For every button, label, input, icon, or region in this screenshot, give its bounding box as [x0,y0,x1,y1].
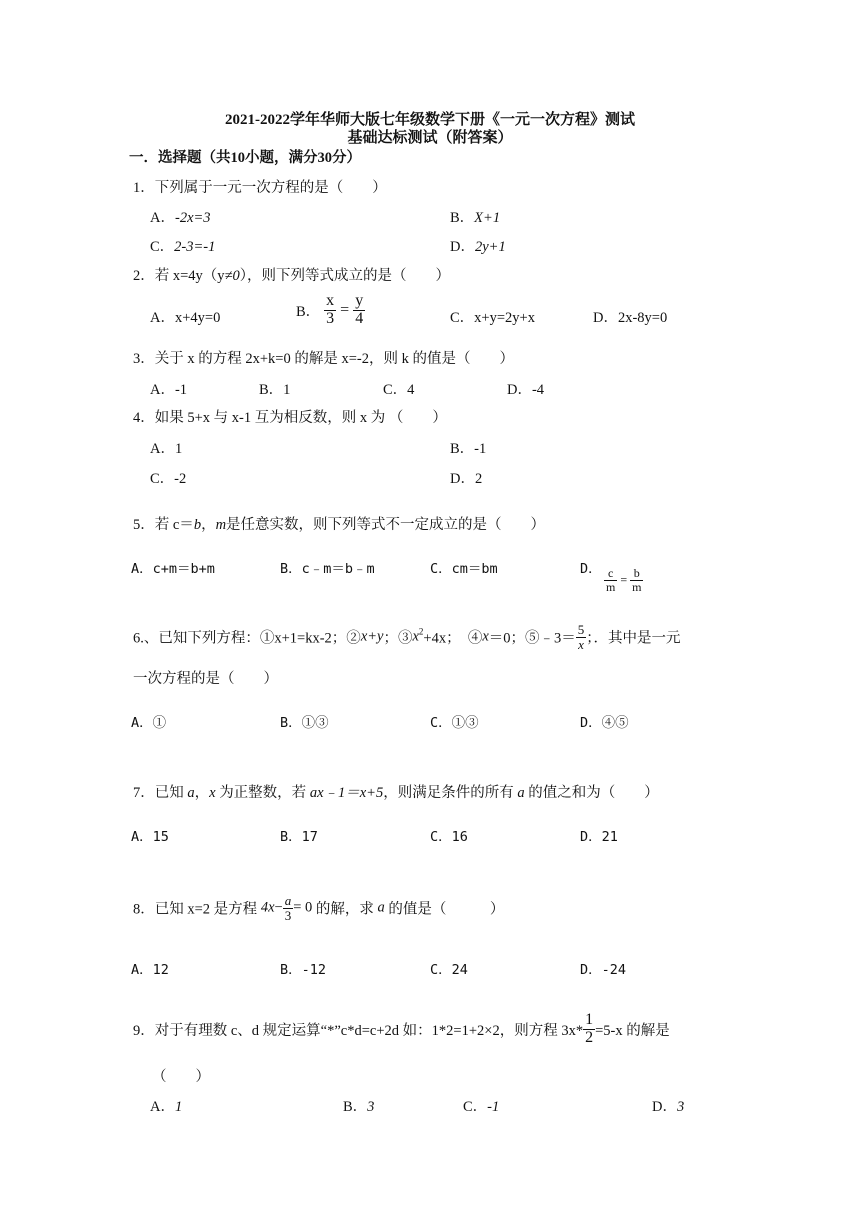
q2-stem: 2．若 x=4y（y≠0），则下列等式成立的是（ ） [133,268,451,284]
q9-stem: 9．对于有理数 c、d 规定运算“*”c*d=c+2d 如：1*2=1+2×2，则方程 3x* $\frac{1}{2}$ =5-x 的解是 [133,1011,670,1046]
q1-option-a[interactable]: A．-2x=3 [150,210,211,226]
q4-stem: 4．如果 5+x 与 x-1 互为相反数，则 x 为 （ ） [133,410,447,426]
q6-option-b[interactable]: B．①③ [280,715,329,731]
q6-stem: 6.、已知下列方程：①x+1=kx-2；②x+y；$③x^2+4x$； ④x＝0；⑤﹣3＝ $\frac{5}{x}$ ；．其中是一元 [133,622,681,652]
q3-stem: 3．关于 x 的方程 2x+k=0 的解是 x=-2，则 k 的值是（ ） [133,351,514,367]
q1-option-d[interactable]: D．2y+1 [450,239,506,255]
q3-option-b[interactable]: B．1 [259,382,291,398]
q6-option-a[interactable]: A．① [131,715,167,731]
q3-option-d[interactable]: D．-4 [507,382,545,398]
q1-option-b[interactable]: B．X+1 [450,210,501,226]
q8-option-c[interactable]: C．24 [430,962,468,978]
q7-option-d[interactable]: D．21 [580,829,618,845]
q5-option-d-label[interactable]: D． [580,561,602,577]
q9-stem-line2: （ ） [152,1069,210,1085]
q2-option-c[interactable]: C．x+y=2y+x [450,310,535,326]
q5-option-c[interactable]: C．cm＝bm [430,561,498,577]
q4-option-c[interactable]: C．-2 [150,471,187,487]
q5-option-d-fraction[interactable]: $\frac{c}{m}$ = $\frac{b}{m}$ [606,566,642,594]
q3-option-c[interactable]: C．4 [383,382,415,398]
q7-option-a[interactable]: A．15 [131,829,169,845]
q7-option-c[interactable]: C．16 [430,829,468,845]
q2-option-a[interactable]: A．x+4y=0 [150,310,221,326]
section-heading: 一．选择题（共10小题，满分30分） [129,150,361,166]
q5-option-b[interactable]: B．c﹣m＝b﹣m [280,561,375,577]
q1-option-c[interactable]: C．2-3=-1 [150,239,216,255]
q4-option-d[interactable]: D．2 [450,471,483,487]
q5-option-a[interactable]: A．c+m＝b+m [131,561,215,577]
q8-option-a[interactable]: A．12 [131,962,169,978]
q5-stem: 5．若 c＝b，m是任意实数，则下列等式不一定成立的是（ ） [133,517,546,533]
q6-stem-line2: 一次方程的是（ ） [133,671,278,687]
q3-option-a[interactable]: A．-1 [150,382,188,398]
page-title: 2021-2022学年华师大版七年级数学下册《一元一次方程》测试 [225,112,635,128]
q7-stem: 7．已知 a，x 为正整数，若 ax﹣1＝x+5，则满足条件的所有 a 的值之和为（ ） [133,785,659,801]
q8-option-d[interactable]: D．-24 [580,962,627,978]
q9-option-c[interactable]: C．-1 [463,1099,500,1115]
q9-option-a[interactable]: A．1 [150,1099,183,1115]
q2-option-b[interactable]: B． $\frac{x}{3}$ = $\frac{y}{4}$ [296,292,364,327]
q4-option-a[interactable]: A．1 [150,441,183,457]
q2-option-d[interactable]: D．2x-8y=0 [593,310,668,326]
q8-option-b[interactable]: B．-12 [280,962,327,978]
q1-stem: 1．下列属于一元一次方程的是（ ） [133,180,387,196]
q6-option-d[interactable]: D．④⑤ [580,715,629,731]
page-subtitle: 基础达标测试（附答案） [347,130,513,146]
q4-option-b[interactable]: B．-1 [450,441,487,457]
q7-option-b[interactable]: B．17 [280,829,318,845]
q9-option-d[interactable]: D．3 [652,1099,685,1115]
q9-option-b[interactable]: B．3 [343,1099,375,1115]
q8-stem: 8．已知 x=2 是方程 4x− $\frac{a}{3}$ = 0 的解，求 a 的值是（ ） [133,893,505,923]
q6-option-c[interactable]: C．①③ [430,715,479,731]
